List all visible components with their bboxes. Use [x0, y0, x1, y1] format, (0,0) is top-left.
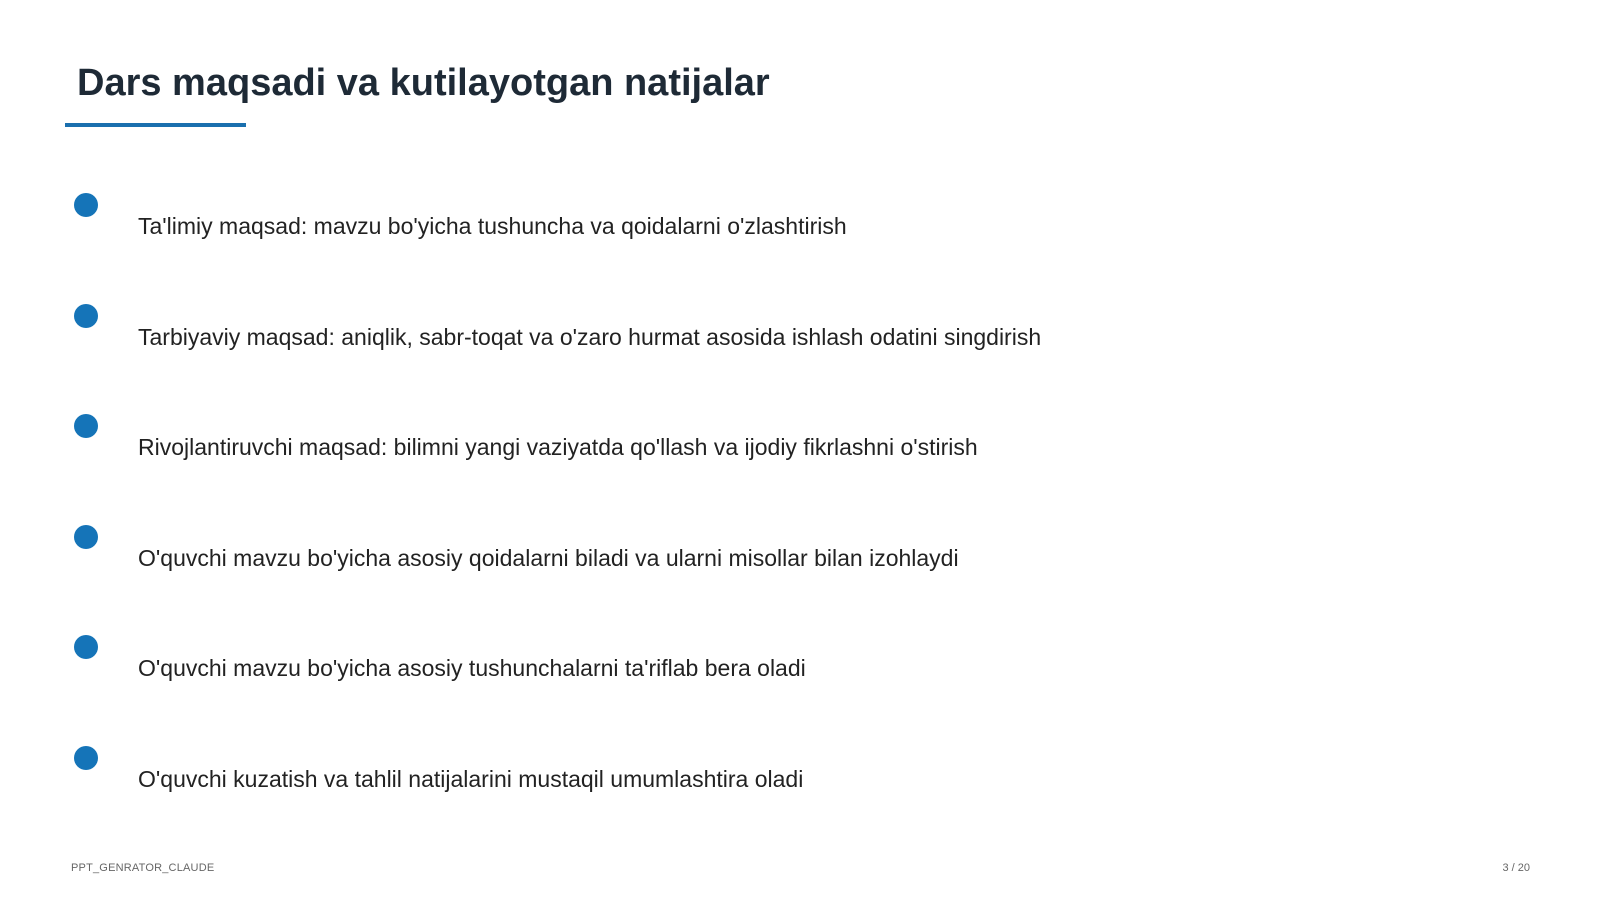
list-item	[72, 304, 1272, 374]
title-underline	[65, 123, 246, 127]
list-item	[72, 414, 1272, 484]
bullet-dot-icon	[74, 525, 98, 549]
bullet-dot-icon	[74, 414, 98, 438]
bullet-text: O'quvchi mavzu bo'yicha asosiy tushunchalarni ta'riflab bera oladi	[138, 655, 806, 681]
bullet-text: Tarbiyaviy maqsad: aniqlik, sabr-toqat va o'zaro hurmat asosida ishlash odatini singdirish	[138, 324, 1042, 350]
list-item	[72, 193, 1272, 263]
slide-title: Dars maqsadi va kutilayotgan natijalar	[77, 62, 770, 104]
page-indicator: 3 / 20	[1502, 862, 1530, 874]
list-item	[72, 635, 1272, 705]
list-item	[72, 746, 1272, 816]
bullet-text: O'quvchi mavzu bo'yicha asosiy qoidalarni biladi va ularni misollar bilan izohlaydi	[138, 545, 959, 571]
bullet-dot-icon	[74, 304, 98, 328]
bullet-text: O'quvchi kuzatish va tahlil natijalarini mustaqil umumlashtira oladi	[138, 766, 804, 792]
bullet-text: Rivojlantiruvchi maqsad: bilimni yangi vaziyatda qo'llash va ijodiy fikrlashni o'stirish	[138, 434, 978, 460]
bullet-text: Ta'limiy maqsad: mavzu bo'yicha tushuncha va qoidalarni o'zlashtirish	[138, 213, 847, 239]
footer-source: PPT_GENRATOR_CLAUDE	[71, 862, 215, 874]
bullet-dot-icon	[74, 635, 98, 659]
bullet-dot-icon	[74, 193, 98, 217]
list-item	[72, 525, 1272, 595]
bullet-dot-icon	[74, 746, 98, 770]
